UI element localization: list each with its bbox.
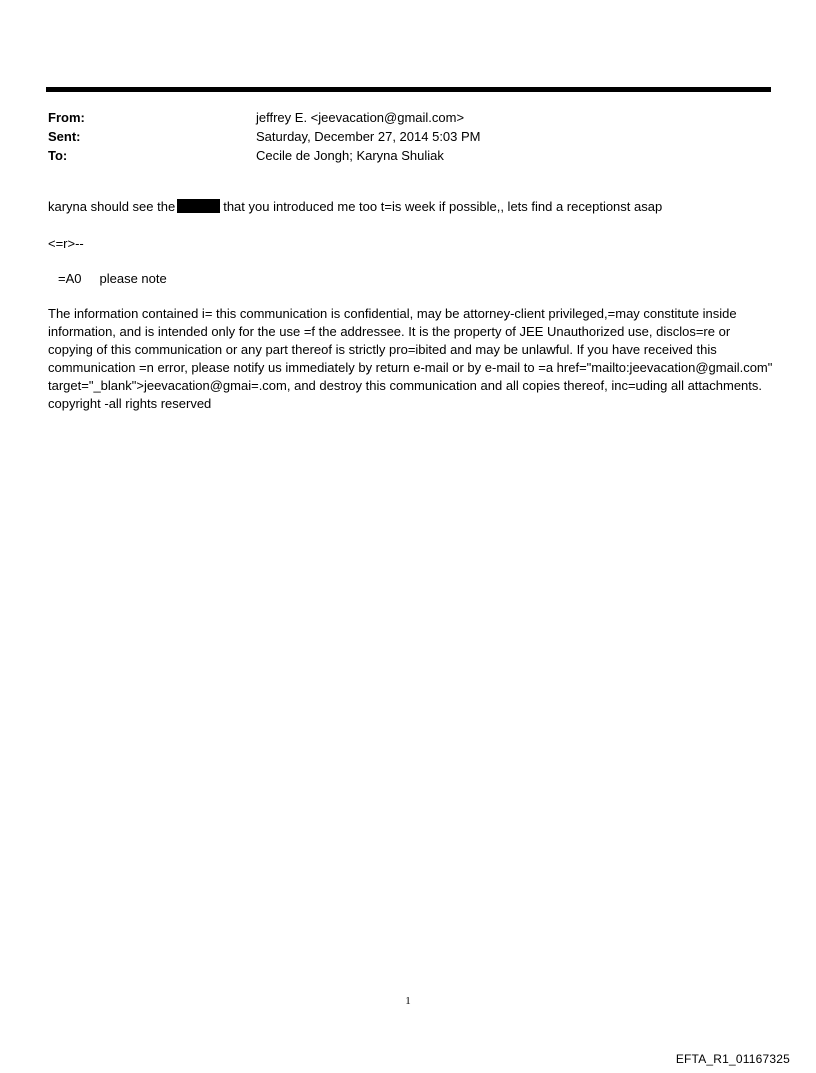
from-label: From: [48, 110, 85, 125]
redaction-block [177, 199, 220, 213]
sent-label: Sent: [48, 129, 81, 144]
message-line-1-start: karyna should see the [48, 199, 176, 214]
confidentiality-disclaimer: The information contained i= this communication is confidential, may be attorney-client privileged,=may constitute inside information, and is intended only for the use =f the addressee. It is the property of JEE Unauthorized use, disclos=re or copying of this communication or any part thereof is strictly pro=ibited and may be unlawful. If you have received this communication =n error, please notify us immediately by return e-mail or by e-mail to =a href="mailto:jeevacation@gmail.com" target="_blank">jeevacation@gmai=.com, and destroy this communication and all copies thereof, inc=uding all attachments. copyright -all rights reserved [48, 306, 773, 411]
from-value: jeffrey E. <jeevacation@gmail.com> [256, 110, 465, 125]
document-id: EFTA_R1_01167325 [675, 1052, 790, 1066]
email-header [48, 108, 768, 165]
sent-row [48, 127, 768, 146]
to-row [48, 146, 768, 165]
to-label: To: [48, 148, 68, 163]
from-row [48, 108, 768, 127]
sent-value: Saturday, December 27, 2014 5:03 PM [256, 129, 481, 144]
please-note-text: please note [99, 271, 167, 286]
message-line-1 [48, 198, 773, 216]
message-line-1-end: that you introduced me too t=is week if possible,, lets find a receptionst asap [223, 199, 663, 214]
page-number: 1 [405, 995, 411, 1007]
encoded-space-code: =A0 [58, 271, 82, 286]
header-divider-rule [46, 87, 771, 92]
to-value: Cecile de Jongh; Karyna Shuliak [256, 148, 444, 163]
message-line-3 [48, 270, 783, 288]
message-line-2: <=r>-- [48, 236, 84, 251]
